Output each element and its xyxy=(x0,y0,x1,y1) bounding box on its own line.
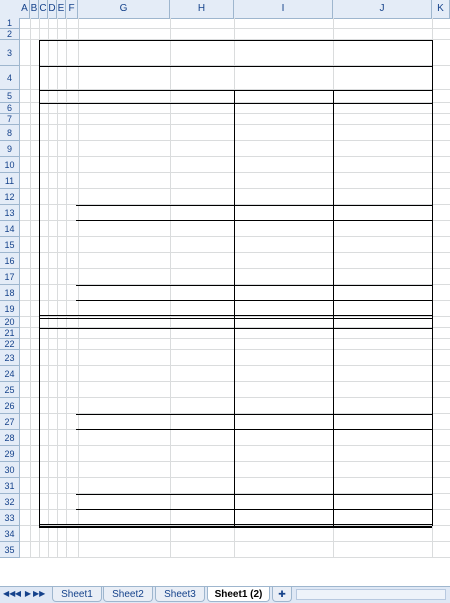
gridline xyxy=(20,113,450,114)
header-2013 xyxy=(234,90,333,103)
prev-sheet-icon[interactable]: ◀ xyxy=(14,589,22,598)
row-header-32[interactable]: 32 xyxy=(0,494,20,510)
row-header-34[interactable]: 34 xyxy=(0,526,20,542)
value-2013 xyxy=(234,205,327,221)
row-header-26[interactable]: 26 xyxy=(0,398,20,414)
value-2012 xyxy=(333,205,426,221)
row-header-25[interactable]: 25 xyxy=(0,382,20,398)
row-header-17[interactable]: 17 xyxy=(0,269,20,285)
first-sheet-icon[interactable]: ◀◀ xyxy=(3,589,16,598)
row-header-29[interactable]: 29 xyxy=(0,446,20,462)
gridline xyxy=(20,28,450,29)
row-header-9[interactable]: 9 xyxy=(0,141,20,157)
value-2012 xyxy=(333,494,426,510)
value-2012 xyxy=(333,478,426,494)
last-sheet-icon[interactable]: ▶▶ xyxy=(33,589,46,598)
value-2012 xyxy=(333,285,426,301)
sheet-tab-1[interactable]: Sheet1 xyxy=(52,587,102,602)
column-header-bar xyxy=(0,0,450,19)
column-header-i[interactable]: I xyxy=(234,0,333,18)
header-keterangan xyxy=(39,90,234,103)
row-header-23[interactable]: 23 xyxy=(0,350,20,366)
value-2012 xyxy=(333,125,426,141)
row-header-30[interactable]: 30 xyxy=(0,462,20,478)
table-border-left xyxy=(39,40,40,526)
row-header-4[interactable]: 4 xyxy=(0,66,20,90)
value-2013 xyxy=(234,173,327,189)
value-2013 xyxy=(234,382,327,398)
value-2012 xyxy=(333,350,426,366)
column-header-j[interactable]: J xyxy=(333,0,432,18)
value-2012 xyxy=(333,462,426,478)
insert-sheet-icon[interactable]: ✚ xyxy=(272,587,292,602)
column-header-f[interactable]: F xyxy=(66,0,78,18)
value-2012 xyxy=(333,446,426,462)
value-2013 xyxy=(234,157,327,173)
value-2013 xyxy=(234,494,327,510)
row-header-33[interactable]: 33 xyxy=(0,510,20,526)
header-divider-bottom xyxy=(39,103,432,104)
column-header-d[interactable]: D xyxy=(48,0,57,18)
total-double-line xyxy=(39,524,432,528)
gridline xyxy=(20,541,450,542)
row-header-28[interactable]: 28 xyxy=(0,430,20,446)
row-header-22[interactable]: 22 xyxy=(0,339,20,350)
column-header-g[interactable]: G xyxy=(78,0,170,18)
row-header-16[interactable]: 16 xyxy=(0,253,20,269)
subtotal-overline xyxy=(76,205,432,206)
row-header-14[interactable]: 14 xyxy=(0,221,20,237)
row-header-15[interactable]: 15 xyxy=(0,237,20,253)
row-header-20[interactable]: 20 xyxy=(0,317,20,328)
value-2013 xyxy=(234,125,327,141)
value-2012 xyxy=(333,189,426,205)
row-header-3[interactable]: 3 xyxy=(0,40,20,66)
sheet-tab-bar xyxy=(0,586,450,603)
row-header-7[interactable]: 7 xyxy=(0,114,20,125)
row-header-1[interactable]: 1 xyxy=(0,18,20,29)
value-2013 xyxy=(234,414,327,430)
value-2012 xyxy=(333,398,426,414)
sheet-tab-2[interactable]: Sheet2 xyxy=(103,587,153,602)
row-header-12[interactable]: 12 xyxy=(0,189,20,205)
section-divider xyxy=(39,328,432,329)
value-2013 xyxy=(234,285,327,301)
row-header-27[interactable]: 27 xyxy=(0,414,20,430)
row-header-5[interactable]: 5 xyxy=(0,90,20,103)
row-header-2[interactable]: 2 xyxy=(0,29,20,40)
value-2013 xyxy=(234,398,327,414)
value-2013 xyxy=(234,462,327,478)
subtotal-overline xyxy=(76,494,432,495)
total-double-line xyxy=(39,315,432,319)
company-name xyxy=(39,40,432,66)
subtotal-overline xyxy=(76,414,432,415)
subtotal-underline xyxy=(76,429,432,430)
row-header-21[interactable]: 21 xyxy=(0,328,20,339)
column-header-k[interactable]: K xyxy=(432,0,450,18)
value-2012 xyxy=(333,269,426,285)
value-2013 xyxy=(234,253,327,269)
row-header-35[interactable]: 35 xyxy=(0,542,20,558)
gridline xyxy=(30,18,31,558)
subtotal-overline xyxy=(76,285,432,286)
row-header-18[interactable]: 18 xyxy=(0,285,20,301)
value-2013 xyxy=(234,446,327,462)
value-2013 xyxy=(234,478,327,494)
row-header-24[interactable]: 24 xyxy=(0,366,20,382)
sheet-tab-3[interactable]: Sheet3 xyxy=(155,587,205,602)
row-header-8[interactable]: 8 xyxy=(0,125,20,141)
statement-title xyxy=(39,66,432,90)
value-2012 xyxy=(333,414,426,430)
column-header-h[interactable]: H xyxy=(170,0,234,18)
value-2013 xyxy=(234,366,327,382)
row-header-11[interactable]: 11 xyxy=(0,173,20,189)
value-2012 xyxy=(333,157,426,173)
row-header-6[interactable]: 6 xyxy=(0,103,20,114)
column-header-b[interactable]: B xyxy=(30,0,39,18)
gridline xyxy=(20,338,450,339)
value-2013 xyxy=(234,189,327,205)
row-header-13[interactable]: 13 xyxy=(0,205,20,221)
row-header-19[interactable]: 19 xyxy=(0,301,20,317)
column-header-e[interactable]: E xyxy=(57,0,66,18)
value-2013 xyxy=(234,237,327,253)
value-2012 xyxy=(333,366,426,382)
value-2012 xyxy=(333,382,426,398)
value-2012 xyxy=(333,237,426,253)
value-2012 xyxy=(333,253,426,269)
next-sheet-icon[interactable]: ▶ xyxy=(24,589,32,598)
header-2012 xyxy=(333,90,432,103)
column-header-c[interactable]: C xyxy=(39,0,48,18)
table-border-right xyxy=(432,40,433,526)
value-2013 xyxy=(234,269,327,285)
value-2013 xyxy=(234,350,327,366)
gridline xyxy=(20,557,450,558)
row-header-10[interactable]: 10 xyxy=(0,157,20,173)
value-2012 xyxy=(333,141,426,157)
column-header-a[interactable]: A xyxy=(20,0,30,18)
value-2012 xyxy=(333,173,426,189)
sheet-tab-4[interactable]: Sheet1 (2) xyxy=(207,587,270,602)
row-header-31[interactable]: 31 xyxy=(0,478,20,494)
value-2013 xyxy=(234,141,327,157)
horizontal-scrollbar[interactable] xyxy=(296,589,446,600)
subtotal-underline xyxy=(76,220,432,221)
